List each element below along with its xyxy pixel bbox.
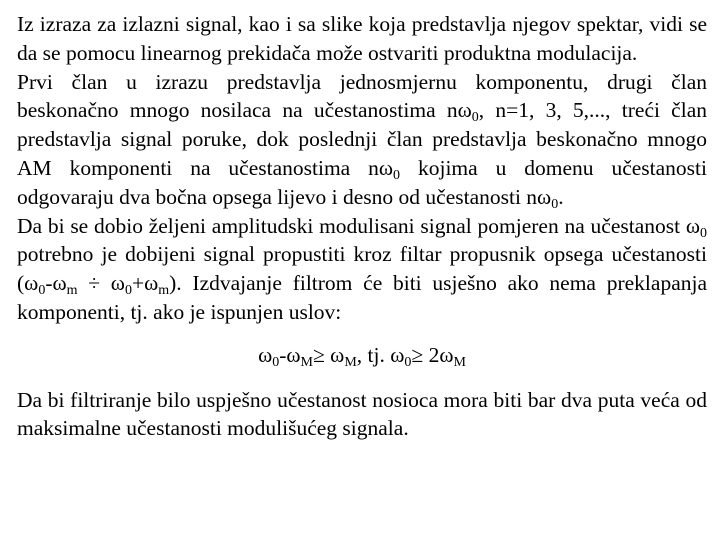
formula-segment: -ω [279,342,301,367]
text-segment: +ω [131,271,159,296]
text-segment: Da bi se dobio željeni amplitudski modulisani signal pomjeren na učestanost ω [17,213,700,238]
text-segment: kojima u domenu učestanosti odgovaraju dva bočna opsega lijevo i desno od učestanosti nω [17,155,707,209]
formula-segment: ω [258,342,273,367]
subscript: 0 [124,283,132,299]
text-segment: Prvi član u izrazu predstavlja jednosmjernu komponentu, drugi član beskonačno mnogo nosilaca na učestanostima nω [17,69,707,123]
formula-segment: ≥ ω [313,342,345,367]
paragraph-conclusion: Da bi filtriranje bilo uspješno učestanost nosioca mora biti bar dva puta veća od maksimalne učestanosti modulišućeg signala. [17,387,707,441]
subscript: M [344,354,357,370]
subscript: 0 [38,283,46,299]
subscript: m [66,283,78,299]
subscript: 0 [393,167,401,183]
subscript: M [300,354,313,370]
subscript: 0 [700,225,707,241]
formula-segment: ≥ 2ω [411,342,454,367]
text-segment: ÷ ω [77,271,125,296]
text-segment: ). Izdvajanje filtrom će biti usješno ako nema preklapanja komponenti, tj. ako je ispunjen uslov: [17,271,708,324]
text-segment: Iz izraza za izlazni signal, kao i sa slike koja predstavlja njegov spektar, vidi se da se pomocu linearnog prekidača može ostvariti produktna modulacija. [17,12,707,65]
text-segment: , n=1, 3, 5,..., treći član predstavlja signal poruke, dok poslednji član predstavlja beskonačno mnogo AM komponenti na učestanostima nω [17,98,707,180]
subscript: 0 [551,196,559,212]
text-segment: . [558,184,564,209]
subscript: 0 [272,354,280,370]
paragraph-intro [17,10,707,68]
subscript: M [453,354,466,370]
document-page [17,10,707,443]
text-segment: -ω [45,271,67,296]
subscript: m [158,283,170,299]
condition-formula [17,341,707,370]
paragraph-components [17,68,707,212]
text-segment: potrebno je dobijeni signal propustiti kroz filtar propusnik opsega učestanosti (ω [17,242,707,296]
paragraph-filter [17,212,707,327]
formula-segment: , tj. ω [356,342,405,367]
subscript: 0 [471,110,479,126]
subscript: 0 [404,354,412,370]
